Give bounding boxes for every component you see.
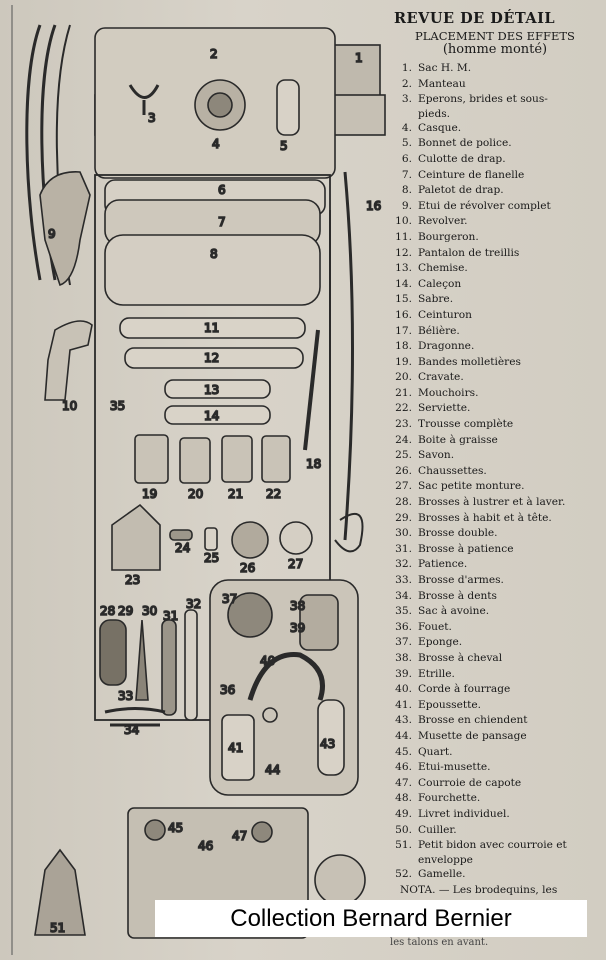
figure-label: 31 (163, 609, 179, 623)
collection-watermark: Collection Bernard Bernier (155, 900, 587, 937)
figure-label: 7 (218, 215, 226, 229)
bonnet-item-5 (277, 80, 299, 135)
legend-item (390, 729, 600, 745)
legend-item-text: Brosse double. (418, 527, 498, 540)
legend-item-number: 32. (395, 558, 412, 571)
courroie-item-47 (252, 822, 272, 842)
figure-label: 27 (288, 557, 304, 571)
legend-item-number: 50. (395, 823, 412, 836)
legend-item-number: 2. (401, 77, 412, 90)
legend-item-number: 19. (395, 355, 412, 368)
figure-label: 4 (212, 137, 220, 151)
legend-item-text: Mouchoirs. (418, 386, 479, 399)
legend-item-text: Manteau (418, 77, 466, 90)
figure-label: 5 (280, 139, 288, 153)
legend-item (390, 339, 600, 355)
legend-item (390, 682, 600, 698)
figure-label: 37 (222, 592, 238, 606)
legend-item-text: Gamelle. (418, 867, 466, 880)
legend-item-number: 47. (395, 776, 412, 789)
legend-item-text: Brosse d'armes. (418, 574, 504, 586)
figure-label: 39 (290, 621, 306, 635)
brosses-item-28 (100, 620, 126, 685)
figure-label: 29 (118, 604, 134, 618)
figure-label: 14 (204, 409, 220, 423)
legend-item (390, 370, 600, 386)
legend-item (390, 526, 600, 542)
legend-item-text: Brosse à cheval (418, 651, 503, 664)
figure-label: 38 (290, 599, 306, 613)
legend-item (390, 230, 600, 246)
figure-label: 20 (188, 487, 204, 501)
figure-label: 28 (100, 604, 116, 618)
legend-item-text: Fourchette. (418, 792, 481, 805)
paletot-item-8 (105, 235, 320, 305)
legend-item (390, 511, 600, 527)
legend-item (390, 92, 600, 108)
legend-item-number: 40. (395, 683, 412, 696)
brosse-armes-item-33 (105, 709, 165, 713)
legend-item-number: 41. (395, 698, 412, 711)
legend-item-number: 18. (395, 340, 412, 353)
legend-item-number: 3. (401, 93, 412, 106)
legend-item (390, 760, 600, 776)
figure-label: 47 (232, 829, 248, 843)
legend-item-number: 5. (401, 137, 412, 150)
figure-label: 30 (142, 604, 158, 618)
legend-subtitle: PLACEMENT DES EFFETS (415, 29, 575, 43)
figure-label: 1 (355, 51, 363, 65)
legend-item-text: Casque. (418, 121, 462, 134)
legend-item-number: 23. (395, 418, 412, 431)
legend-item-text: Sac H. M. (418, 62, 472, 74)
legend-item (390, 479, 600, 495)
legend-item-number: 52. (395, 867, 412, 880)
legend-item-text: Quart. (418, 745, 453, 758)
legend-item-number: 38. (395, 651, 412, 664)
legend-item (390, 324, 600, 340)
legend-item (390, 77, 600, 93)
legend-item (390, 121, 600, 137)
legend-item-number: 13. (395, 262, 412, 275)
legend-item (390, 823, 600, 839)
figure-label: 34 (124, 723, 140, 737)
legend-item-text: Caleçon (418, 277, 462, 290)
legend-item-number: 39. (395, 667, 412, 680)
legend-item-text: Culotte de drap. (418, 152, 506, 165)
legend-item-text: Bandes molletières (418, 355, 521, 368)
legend-item-number: 49. (395, 807, 412, 820)
patience-item-32 (185, 610, 197, 720)
legend-item (390, 292, 600, 308)
figure-label: 9 (48, 227, 56, 241)
legend-item (390, 667, 600, 683)
legend-item-text: Trousse complète (418, 418, 514, 431)
legend-panel (390, 10, 600, 882)
legend-item (390, 183, 600, 199)
legend-item-number: 4. (401, 121, 412, 134)
legend-item-number: 17. (395, 324, 412, 337)
legend-item-text: Etui-musette. (418, 761, 491, 774)
figure-label: 10 (62, 399, 78, 413)
legend-item (390, 261, 600, 277)
legend-item-text: Bonnet de police. (418, 137, 512, 150)
strap-left (27, 25, 40, 280)
bandes-item-19 (135, 435, 168, 483)
legend-item-number: 31. (395, 542, 412, 555)
sabre-item-15 (345, 172, 353, 540)
figure-label: 21 (228, 487, 244, 501)
legend-item-number: 35. (395, 605, 412, 618)
figure-label: 51 (50, 921, 66, 935)
legend-item-text: Pantalon de treillis (418, 246, 520, 259)
figure-label: 8 (210, 247, 218, 261)
legend-item-number: 22. (395, 402, 412, 415)
legend-item (390, 635, 600, 651)
legend-item-number: 48. (395, 792, 412, 805)
legend-item (390, 401, 600, 417)
legend-item-text: Brosse à patience (418, 542, 514, 555)
revolver-item-10 (45, 321, 92, 400)
legend-item (390, 807, 600, 823)
sabre-guard (335, 514, 363, 552)
legend-item (390, 854, 600, 867)
cutoff-text: les talons en avant. (390, 937, 489, 948)
legend-item-text: Chaussettes. (418, 464, 487, 477)
legend-item (390, 386, 600, 402)
brosse-cheval-item-38 (300, 595, 338, 650)
figure-label: 33 (118, 689, 134, 703)
legend-item (390, 448, 600, 464)
legend-title: REVUE DE DÉTAIL (394, 10, 556, 27)
legend-item-number: 46. (395, 761, 412, 774)
legend-item-number: 24. (395, 433, 412, 446)
legend-item-number: 51. (395, 839, 412, 852)
figure-label: 25 (204, 551, 220, 565)
legend-item-number: 21. (395, 386, 412, 399)
dragonne-item-18 (305, 330, 318, 450)
legend-item (390, 214, 600, 230)
figure-label: 18 (306, 457, 322, 471)
legend-item-text: Serviette. (418, 402, 471, 415)
legend-item (390, 745, 600, 761)
figure-label: 40 (260, 654, 276, 668)
legend-item (390, 838, 600, 854)
legend-item-number: 8. (401, 184, 412, 197)
legend-item-text: Brosses à lustrer et à laver. (418, 496, 566, 509)
legend-item-number: 27. (395, 480, 412, 493)
savon-item-25 (205, 528, 217, 550)
legend-item-number: 33. (395, 574, 412, 586)
legend-item-number: 6. (401, 152, 412, 165)
chaussettes-item-26 (232, 522, 268, 558)
serviette-item-22 (262, 436, 290, 482)
legend-item-text: Epoussette. (418, 698, 482, 711)
legend-item-number: 44. (395, 729, 412, 742)
legend-item-number: 37. (395, 636, 412, 649)
legend-item (390, 168, 600, 184)
legend-item-text: Courroie de capote (418, 776, 522, 789)
legend-subtitle-2: (homme monté) (442, 42, 548, 57)
brosses-item-29 (136, 620, 148, 700)
legend-item-text: Sac à avoine. (418, 605, 490, 618)
figure-label: 46 (198, 839, 214, 853)
legend-item-text: Fouet. (418, 620, 452, 633)
figure-label: 3 (148, 111, 156, 125)
figure-label: 16 (366, 199, 382, 213)
boite-item-24 (170, 530, 192, 540)
figure-label: 6 (218, 183, 226, 197)
legend-item-number: 29. (395, 511, 412, 524)
legend-item-text: Etrille. (418, 667, 455, 680)
legend-item-text: Paletot de drap. (418, 184, 504, 197)
quart-item-45 (145, 820, 165, 840)
legend-item-text: Corde à fourrage (418, 683, 511, 696)
legend-item-number: 16. (395, 308, 412, 321)
legend-item (390, 136, 600, 152)
figure-label: 26 (240, 561, 256, 575)
legend-item (390, 867, 600, 883)
mouchoirs-item-21 (222, 436, 252, 482)
legend-item-text: Brosse en chiendent (418, 714, 528, 727)
figure-label: 32 (186, 597, 202, 611)
figure-label: 22 (266, 487, 282, 501)
legend-item-number: 12. (395, 246, 412, 259)
legend-item (390, 246, 600, 262)
legend-item-text: Musette de pansage (418, 729, 527, 742)
legend-item-number: 9. (401, 199, 412, 212)
legend-item (390, 713, 600, 729)
figure-label: 2 (210, 47, 218, 61)
legend-item (390, 495, 600, 511)
legend-item-number: 11. (395, 230, 412, 243)
legend-item-number: 30. (395, 527, 412, 540)
legend-item (390, 464, 600, 480)
legend-item-text: Patience. (418, 558, 468, 571)
legend-item-text: Bourgeron. (418, 230, 479, 243)
legend-item (390, 61, 600, 77)
figure-label: 19 (142, 487, 158, 501)
legend-item-text: Eperons, brides et sous- (418, 93, 548, 106)
legend-item (390, 308, 600, 324)
legend-item-number: 26. (395, 464, 412, 477)
legend-item-number: 14. (395, 277, 412, 290)
cravate-item-20 (180, 438, 210, 483)
legend-list (390, 61, 600, 882)
legend-item (390, 277, 600, 293)
legend-item-number: 15. (395, 293, 412, 306)
figure-label: 12 (204, 351, 220, 365)
legend-item (390, 573, 600, 589)
legend-item (390, 776, 600, 792)
legend-item-number: 28. (395, 496, 412, 509)
legend-item (390, 589, 600, 605)
legend-item-number: 43. (395, 714, 412, 727)
legend-item-text: Bélière. (418, 324, 460, 337)
legend-item-number: 20. (395, 371, 412, 384)
legend-item-number: 45. (395, 745, 412, 758)
legend-item (390, 604, 600, 620)
legend-item-text: Dragonne. (418, 340, 475, 353)
legend-item-text: Savon. (418, 449, 455, 462)
legend-item-text: Brosse à dents (418, 589, 497, 602)
legend-item-text: Cuiller. (418, 823, 457, 836)
legend-item-number: 25. (395, 449, 412, 462)
figure-label: 43 (320, 737, 336, 751)
legend-item (390, 557, 600, 573)
legend-item-text: Livret individuel. (418, 807, 510, 820)
figure-label: 11 (204, 321, 220, 335)
legend-item-continuation: pieds. (418, 107, 451, 120)
legend-item-number: 10. (395, 215, 412, 228)
figure-label: 24 (175, 541, 191, 555)
legend-item-number: 34. (395, 589, 412, 602)
figure-label: 45 (168, 821, 184, 835)
legend-item (390, 199, 600, 215)
figure-label: 13 (204, 383, 220, 397)
legend-item (390, 355, 600, 371)
casque-crest (208, 93, 232, 117)
figure-label: 35 (110, 399, 126, 413)
nota-text: NOTA. — Les brodequins, les (400, 884, 558, 896)
sac-item-27 (280, 522, 312, 554)
legend-item-text: Revolver. (418, 215, 468, 228)
legend-item (390, 542, 600, 558)
legend-item-text: Boite à graisse (418, 433, 498, 446)
legend-item-number: 1. (401, 62, 412, 74)
legend-item (390, 108, 600, 121)
legend-item (390, 433, 600, 449)
legend-item-text: Brosses à habit et à tête. (418, 511, 552, 524)
legend-item-continuation: enveloppe (418, 853, 473, 866)
legend-item-number: 36. (395, 620, 412, 633)
brosse-item-31 (162, 620, 176, 715)
legend-item-text: Etui de révolver complet (418, 199, 551, 212)
figure-label: 36 (220, 683, 236, 697)
legend-item-text: Cravate. (418, 371, 464, 384)
legend-item-number: 7. (401, 168, 412, 181)
figure-label: 23 (125, 573, 141, 587)
legend-item-text: Ceinture de flanelle (418, 168, 525, 181)
legend-item-text: Sabre. (418, 293, 454, 306)
legend-item (390, 698, 600, 714)
legend-item-text: Chemise. (418, 262, 468, 275)
legend-item (390, 417, 600, 433)
legend-item-text: Petit bidon avec courroie et (418, 839, 567, 852)
legend-item (390, 651, 600, 667)
trousse-item-23 (112, 505, 160, 570)
legend-item (390, 152, 600, 168)
legend-item-text: Sac petite monture. (418, 480, 525, 493)
figure-label: 41 (228, 741, 244, 755)
legend-item-text: Ceinturon (418, 308, 472, 321)
figure-label: 44 (265, 763, 281, 777)
gamelle-item-52 (315, 855, 365, 905)
legend-item (390, 791, 600, 807)
legend-item (390, 620, 600, 636)
legend-item-text: Eponge. (418, 636, 463, 649)
